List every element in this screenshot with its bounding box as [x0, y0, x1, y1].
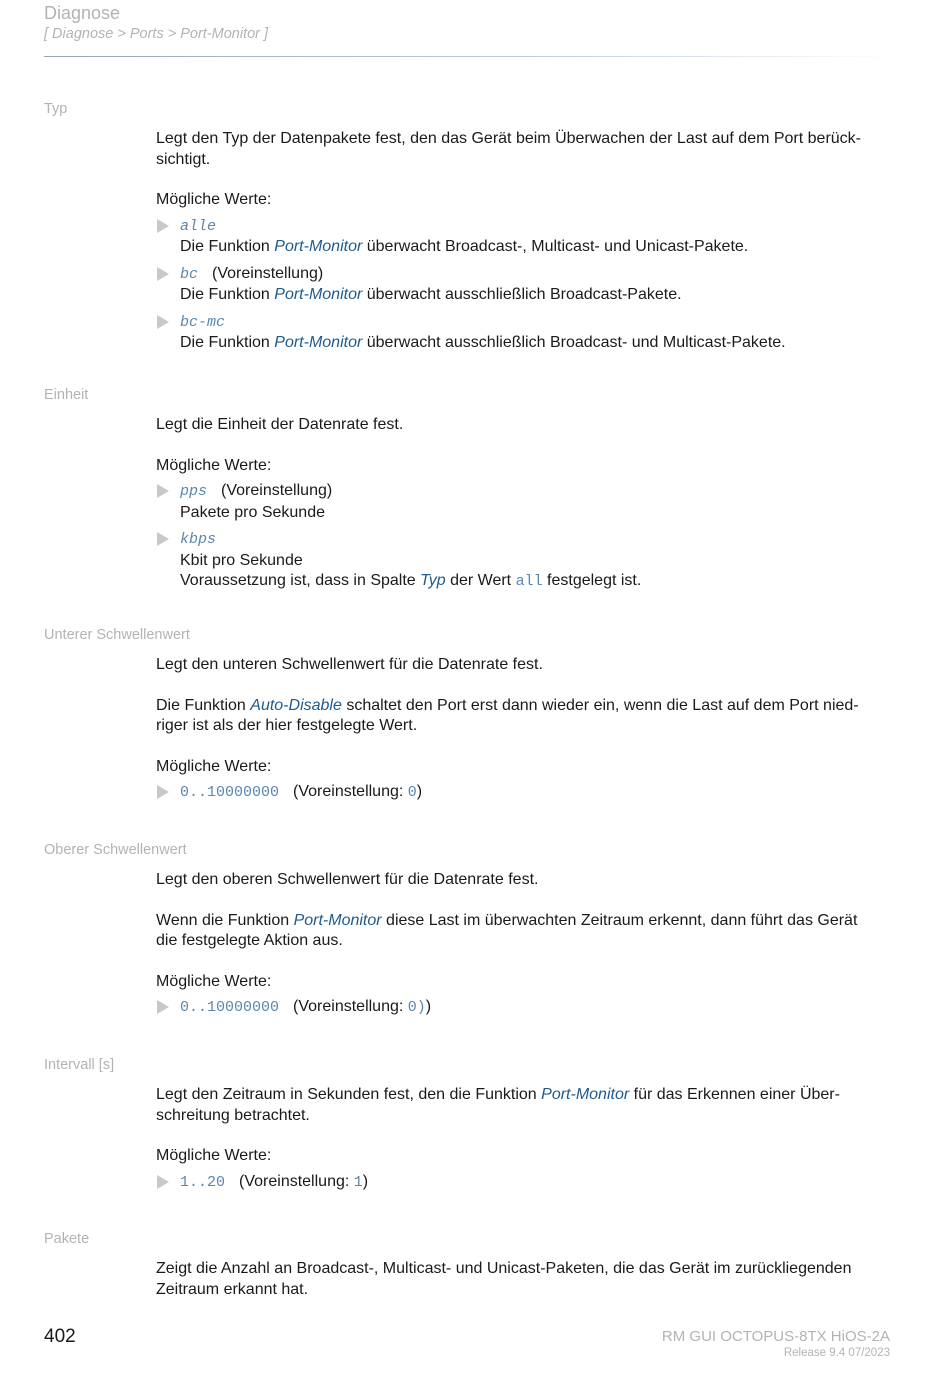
default-text: (Voreinstellung: [239, 1172, 354, 1190]
default-text: (Voreinstellung: [293, 998, 408, 1015]
option-text: Kbit pro Sekunde [180, 551, 303, 569]
intervall-description [156, 1085, 896, 1126]
option-text: Die Funktion [180, 238, 275, 255]
bullet-triangle-icon [157, 219, 169, 233]
section-label-einheit: Einheit [44, 387, 89, 403]
option-value: kbps [180, 531, 217, 548]
option-text: der Wert [445, 572, 516, 589]
oberer-paragraph [156, 911, 896, 952]
option-item [156, 312, 896, 354]
header-divider [44, 56, 894, 57]
option-item [156, 481, 896, 523]
values-label: Mögliche Werte: [156, 191, 272, 208]
page-header-title: Diagnose [44, 3, 121, 23]
document-title: RM GUI OCTOPUS-8TX HiOS-2A [661, 1328, 890, 1345]
column-name: Typ [420, 572, 446, 589]
desc-line: Zeigt die Anzahl an Broadcast-, Multicast- und Unicast-Paketen, die das Gerät im zurückliegenden [156, 1260, 852, 1277]
release-info: Release 9.4 07/2023 [783, 1347, 890, 1359]
option-value: bc-mc [180, 313, 226, 331]
option-text: Voraussetzung ist, dass in Spalte [180, 572, 421, 589]
para-text: die festgelegte Aktion aus. [156, 932, 343, 949]
value-range: 0..10000000 [180, 784, 280, 801]
option-note: (Voreinstellung) [212, 264, 324, 282]
values-label: Mögliche Werte: [156, 972, 272, 990]
pakete-description [156, 1259, 896, 1300]
default-value: 0 [407, 784, 417, 801]
section-body-oberer-schwellenwert [156, 870, 896, 1019]
function-name: Auto-Disable [250, 696, 342, 714]
function-name: Port-Monitor [274, 286, 363, 303]
option-text: festgelegt ist. [542, 572, 642, 589]
default-text: (Voreinstellung: [293, 783, 408, 800]
bullet-triangle-icon [157, 532, 169, 546]
option-value: alle [180, 217, 217, 235]
option-item [156, 782, 896, 804]
section-label-typ: Typ [44, 101, 68, 117]
inline-code: all [515, 573, 543, 590]
function-name: Port-Monitor [274, 238, 363, 255]
para-text: Die Funktion [156, 696, 251, 714]
bullet-triangle-icon [157, 484, 169, 498]
option-text: überwacht Broadcast-, Multicast- und Unicast-Pakete. [362, 238, 749, 255]
desc-line: Legt den Typ der Datenpakete fest, den das Gerät beim Überwachen der Last auf dem Port berück- [156, 130, 861, 147]
page-number: 402 [44, 1326, 76, 1347]
bullet-triangle-icon [157, 1175, 169, 1189]
option-text: Die Funktion [180, 286, 275, 303]
option-item [156, 997, 896, 1019]
breadcrumb: [ Diagnose > Ports > Port-Monitor ] [44, 26, 269, 42]
section-label-pakete: Pakete [44, 1231, 90, 1247]
option-item [156, 529, 896, 593]
option-value: bc [180, 265, 199, 283]
unterer-description: Legt den unteren Schwellenwert für die Datenrate fest. [156, 656, 543, 673]
para-text: diese Last im überwachten Zeitraum erkennt, dann führt das Gerät [381, 911, 858, 929]
function-name: Port-Monitor [274, 334, 363, 351]
default-value: 1 [353, 1173, 363, 1191]
bullet-triangle-icon [157, 1000, 169, 1014]
desc-line: Zeitraum erkannt hat. [156, 1280, 309, 1298]
option-text: überwacht ausschließlich Broadcast-Pakete. [362, 286, 682, 303]
option-item [156, 1172, 896, 1194]
option-item [156, 216, 896, 258]
function-name: Port-Monitor [293, 911, 382, 929]
para-text: Wenn die Funktion [156, 911, 294, 929]
values-label: Mögliche Werte: [156, 757, 272, 775]
section-label-unterer-schwellenwert: Unterer Schwellenwert [44, 627, 190, 643]
desc-text: schreitung betrachtet. [156, 1106, 310, 1124]
bullet-triangle-icon [157, 785, 169, 799]
default-text: ) [362, 1172, 369, 1190]
value-range: 0..10000000 [180, 999, 280, 1016]
default-text: ) [425, 998, 432, 1015]
desc-line: sichtigt. [156, 150, 211, 168]
bullet-triangle-icon [157, 267, 169, 281]
option-note: (Voreinstellung) [221, 482, 333, 499]
oberer-description: Legt den oberen Schwellenwert für die Datenrate fest. [156, 871, 539, 888]
values-label: Mögliche Werte: [156, 456, 272, 474]
desc-text: für das Erkennen einer Über- [629, 1086, 840, 1103]
desc-text: Legt den Zeitraum in Sekunden fest, den die Funktion [156, 1086, 542, 1103]
default-text: ) [416, 783, 423, 800]
para-text: schaltet den Port erst dann wieder ein, wenn die Last auf dem Port nied- [341, 696, 859, 714]
bullet-triangle-icon [157, 315, 169, 329]
para-text: riger ist als der hier festgelegte Wert. [156, 717, 418, 734]
option-text: überwacht ausschließlich Broadcast- und Multicast-Pakete. [362, 334, 786, 351]
option-text: Pakete pro Sekunde [180, 503, 325, 521]
section-body-unterer-schwellenwert [156, 655, 896, 804]
default-value: 0) [407, 999, 426, 1016]
function-name: Port-Monitor [541, 1086, 630, 1103]
value-range: 1..20 [180, 1173, 226, 1191]
section-label-oberer-schwellenwert: Oberer Schwellenwert [44, 842, 187, 858]
section-body-typ [156, 129, 896, 354]
section-label-intervall: Intervall [s] [44, 1057, 115, 1073]
section-body-pakete [156, 1259, 896, 1300]
option-item [156, 264, 896, 306]
option-text: Die Funktion [180, 334, 275, 351]
typ-description [156, 129, 896, 170]
option-value: pps [180, 483, 208, 500]
unterer-paragraph [156, 696, 896, 737]
section-body-intervall [156, 1085, 896, 1193]
einheit-description: Legt die Einheit der Datenrate fest. [156, 416, 404, 433]
section-body-einheit [156, 415, 896, 593]
values-label: Mögliche Werte: [156, 1147, 272, 1164]
